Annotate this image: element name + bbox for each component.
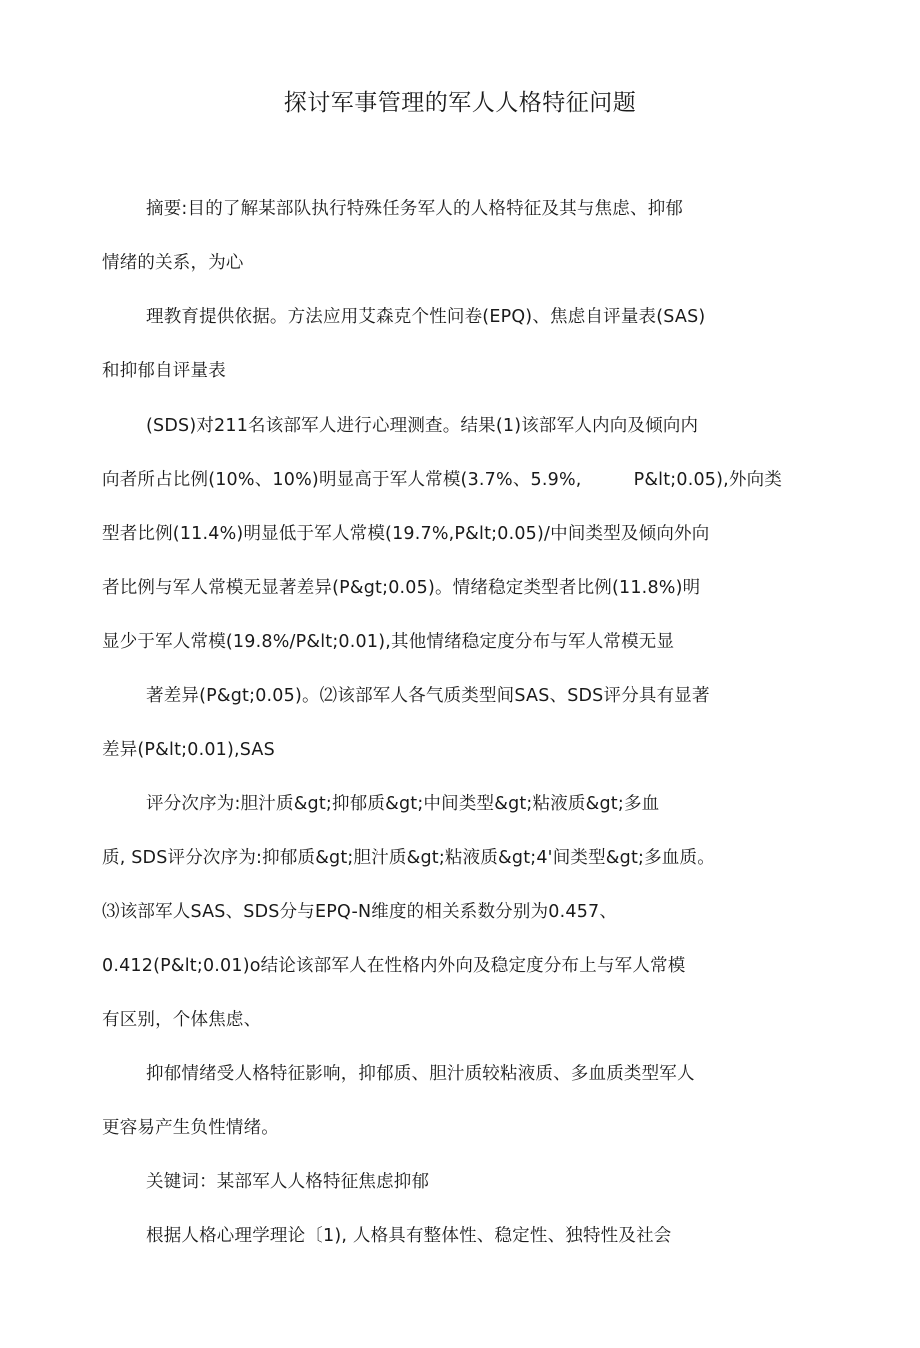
abstract-line-11: 差异(P&lt;0.01),SAS (102, 740, 275, 760)
abstract-line-6-part-a: 向者所占比例(10%、10%)明显高于军人常模(3.7%、5.9%, (102, 470, 582, 490)
abstract-line-17: 抑郁情绪受人格特征影响，抑郁质、胆汁质较粘液质、多血质类型军人 (146, 1064, 695, 1084)
abstract-line-15: 0.412(P&lt;0.01)o结论该部军人在性格内外向及稳定度分布上与军人常模 (102, 956, 686, 976)
abstract-line-5: (SDS)对211名该部军人进行心理测查。结果(1)该部军人内向及倾向内 (146, 416, 699, 436)
abstract-line-16: 有区别，个体焦虑、 (102, 1010, 262, 1030)
abstract-line-1: 摘要:目的了解某部队执行特殊任务军人的人格特征及其与焦虑、抑郁 (146, 199, 684, 219)
abstract-line-3: 理教育提供依据。方法应用艾森克个性问卷(EPQ)、焦虑自评量表(SAS) (146, 307, 706, 327)
abstract-line-18: 更容易产生负性情绪。 (102, 1118, 279, 1138)
body-paragraph-line-1: 根据人格心理学理论〔1), 人格具有整体性、稳定性、独特性及社会 (146, 1226, 672, 1246)
abstract-line-9: 显少于军人常模(19.8%/P&lt;0.01),其他情绪稳定度分布与军人常模无显 (102, 632, 675, 652)
abstract-line-4: 和抑郁自评量表 (102, 361, 226, 381)
abstract-line-2: 情绪的关系，为心 (102, 253, 244, 273)
abstract-line-12: 评分次序为:胆汁质&gt;抑郁质&gt;中间类型&gt;粘液质&gt;多血 (146, 794, 660, 814)
abstract-line-6-part-b: P&lt;0.05),外向类 (633, 470, 783, 490)
abstract-line-7: 型者比例(11.4%)明显低于军人常模(19.7%,P&lt;0.05)/中间类型及倾向外向 (102, 524, 710, 544)
abstract-line-8: 者比例与军人常模无显著差异(P&gt;0.05)。情绪稳定类型者比例(11.8%)明 (102, 578, 701, 598)
abstract-line-6 (102, 467, 782, 493)
document-title: 探讨军事管理的军人人格特征问题 (283, 90, 637, 116)
abstract-line-10: 著差异(P&gt;0.05)。⑵该部军人各气质类型间SAS、SDS评分具有显著 (146, 686, 710, 706)
abstract-line-13: 质, SDS评分次序为:抑郁质&gt;胆汁质&gt;粘液质&gt;4'间类型&gt;多血质。 (102, 848, 715, 868)
abstract-line-14: ⑶该部军人SAS、SDS分与EPQ-N维度的相关系数分别为0.457、 (102, 902, 618, 922)
keywords-line: 关键词：某部军人人格特征焦虑抑郁 (146, 1172, 430, 1192)
